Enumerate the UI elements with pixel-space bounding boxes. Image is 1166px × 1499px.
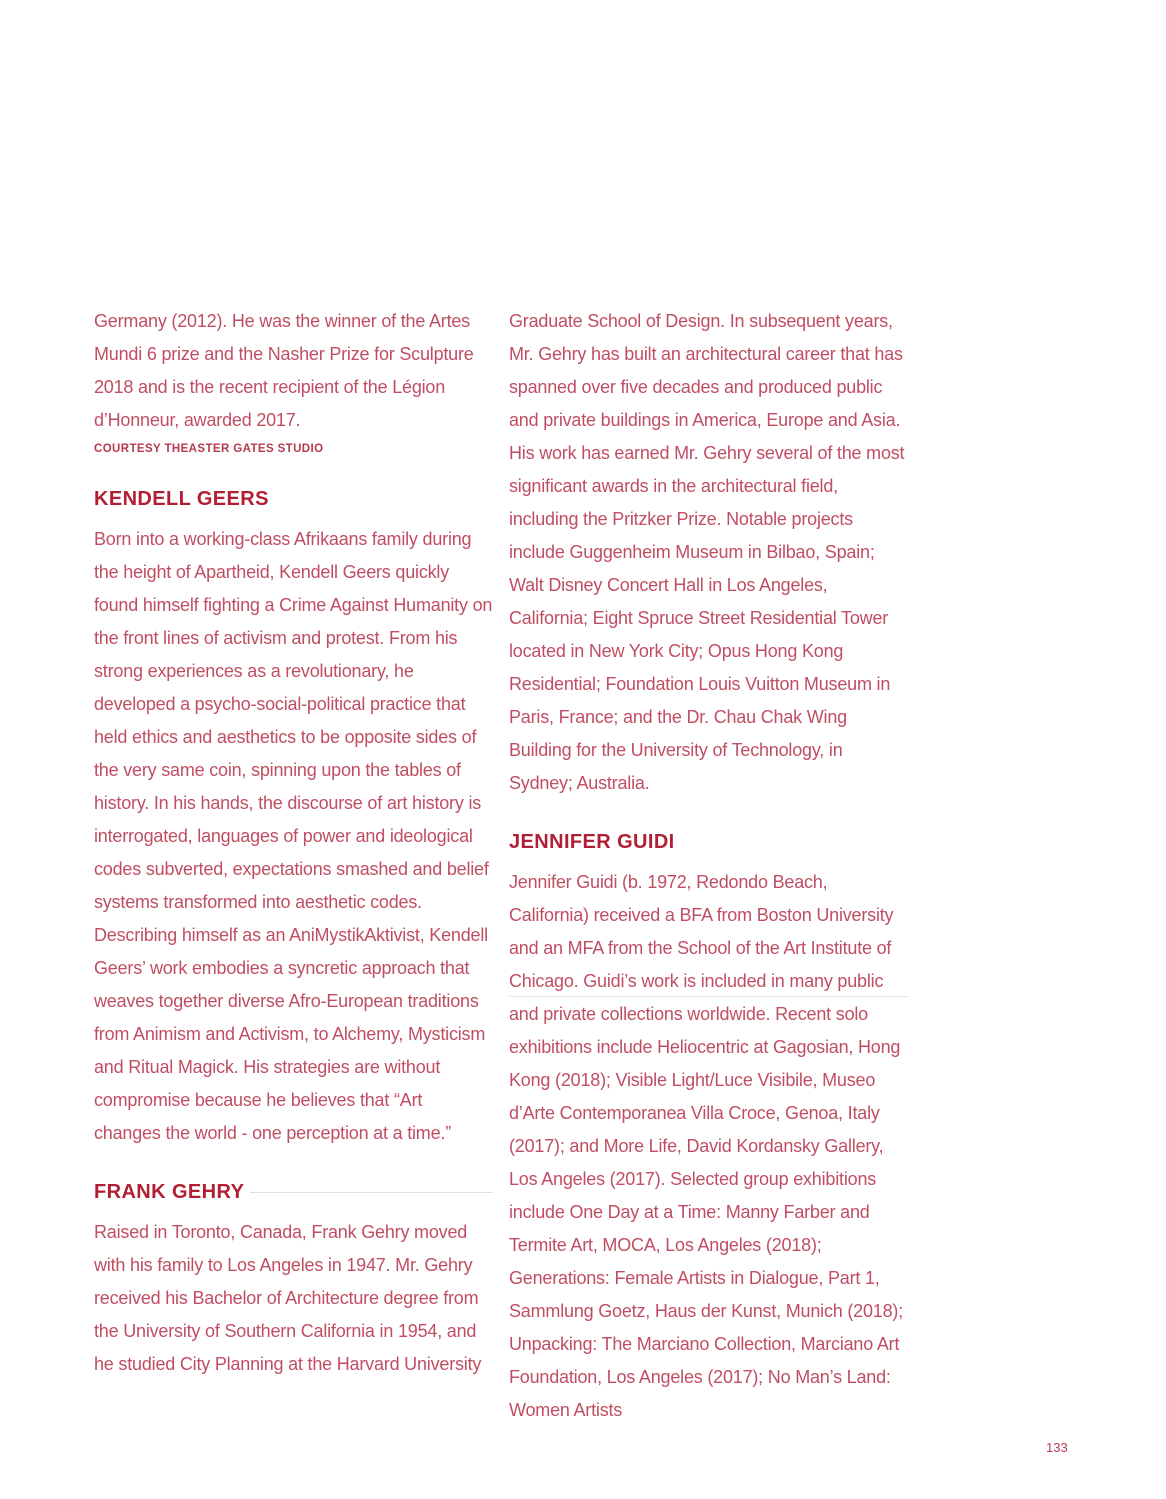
paragraph-frank-gehry-bio: Raised in Toronto, Canada, Frank Gehry moved with his family to Los Angeles in 1947. Mr. Gehry received his Bachelor of Architecture degree from the University of Southern California in 1954, and he studied City Planning at the Harvard University bbox=[94, 1222, 482, 1374]
heading-frank-gehry bbox=[94, 1181, 493, 1203]
paragraph-frank-gehry-continuation: Graduate School of Design. In subsequent years, Mr. Gehry has built an architectural career that has spanned over five decades and produced public and private buildings in America, Europe and Asia. His work has earned Mr. Gehry several of the most significant awards in the architectural field, including the Pritzker Prize. Notable projects include Guggenheim Museum in Bilbao, Spain; Walt Disney Concert Hall in Los Angeles, California; Eight Spruce Street Residential Tower located in New York City; Opus Hong Kong Residential; Foundation Louis Vuitton Museum in Paris, France; and the Dr. Chau Chak Wing Building for the University of Technology, in Sydney; Australia. bbox=[509, 311, 905, 793]
heading-jennifer-guidi bbox=[509, 831, 908, 853]
heading-kendell-geers-label: KENDELL GEERS bbox=[94, 488, 269, 510]
heading-frank-gehry-label: FRANK GEHRY bbox=[94, 1181, 245, 1203]
heading-jennifer-guidi-label: JENNIFER GUIDI bbox=[509, 831, 675, 853]
heading-kendell-geers bbox=[94, 488, 493, 510]
faint-rule-line bbox=[509, 996, 908, 997]
photo-credit-theaster-gates: COURTESY THEASTER GATES STUDIO bbox=[94, 443, 324, 455]
paragraph-jennifer-guidi-bio: Jennifer Guidi (b. 1972, Redondo Beach, California) received a BFA from Boston University and an MFA from the School of the Art Institute of Chicago. Guidi’s work is included in many public and private collections worldwide. Recent solo exhibitions include Heliocentric at Gagosian, Hong Kong (2018); Visible Light/Luce Visibile, Museo d’Arte Contemporanea Villa Croce, Genoa, Italy (2017); and More Life, David Kordansky Gallery, Los Angeles (2017). Selected group exhibitions include One Day at a Time: Manny Farber and Termite Art, MOCA, Los Angeles (2018); Generations: Female Artists in Dialogue, Part 1, Sammlung Goetz, Haus der Kunst, Munich (2018); Unpacking: The Marciano Collection, Marciano Art Foundation, Los Angeles (2017); No Man’s Land: Women Artists bbox=[509, 872, 903, 1420]
page-number: 133 bbox=[1046, 1440, 1068, 1455]
jennifer-guidi-paragraph-wrap bbox=[509, 866, 908, 1427]
left-column bbox=[94, 305, 493, 1381]
paragraph-theaster-gates-continuation: Germany (2012). He was the winner of the Artes Mundi 6 prize and the Nasher Prize for Sculpture 2018 and is the recent recipient of the Légion d’Honneur, awarded 2017. bbox=[94, 311, 474, 430]
paragraph-kendell-geers-bio: Born into a working-class Afrikaans family during the height of Apartheid, Kendell Geers quickly found himself fighting a Crime Against Humanity on the front lines of activism and protest. From his strong experiences as a revolutionary, he developed a psycho-social-political practice that held ethics and aesthetics to be opposite sides of the very same coin, spinning upon the tables of history. In his hands, the discourse of art history is interrogated, languages of power and ideological codes subverted, expectations smashed and belief systems transformed into aesthetic codes. Describing himself as an AniMystikAktivist, Kendell Geers’ work embodies a syncretic approach that weaves together diverse Afro-European traditions from Animism and Activism, to Alchemy, Mysticism and Ritual Magick. His strategies are without compromise because he believes that “Art changes the world - one perception at a time.” bbox=[94, 529, 493, 1143]
heading-rule-line bbox=[250, 1192, 493, 1193]
right-column bbox=[509, 305, 908, 1427]
